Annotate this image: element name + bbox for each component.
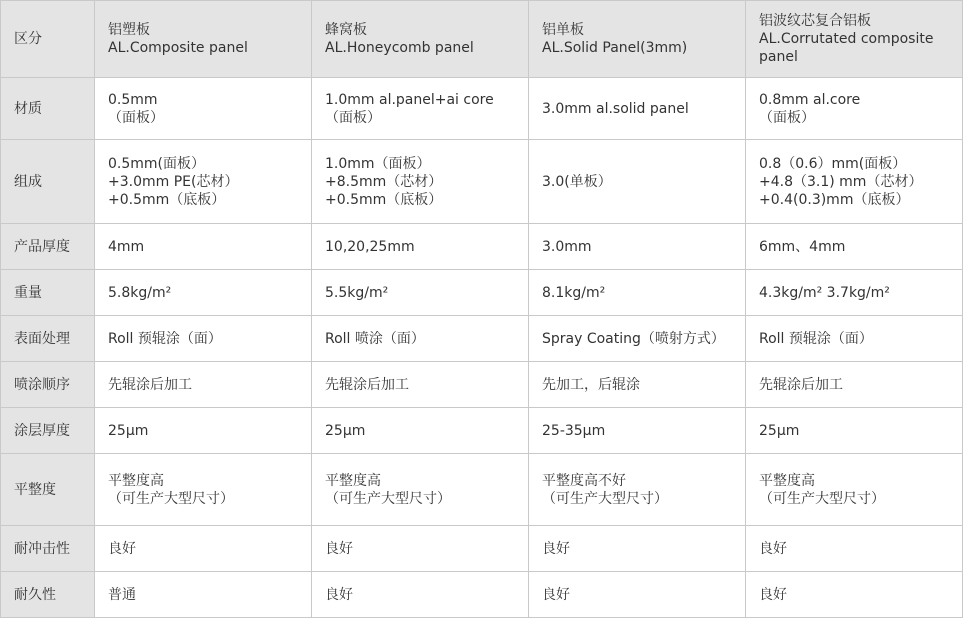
- table-row: [1, 454, 963, 526]
- row-label-coating-order: 喷涂顺序: [1, 362, 95, 408]
- table-cell: 平整度高 （可生产大型尺寸）: [312, 454, 529, 526]
- header-row: [1, 1, 963, 78]
- header-solid-panel: 铝单板 AL.Solid Panel(3mm): [529, 1, 746, 78]
- table-cell: 10,20,25mm: [312, 224, 529, 270]
- row-label-flatness: 平整度: [1, 454, 95, 526]
- table-cell: 平整度高 （可生产大型尺寸）: [746, 454, 963, 526]
- table-cell: 平整度高不好 （可生产大型尺寸）: [529, 454, 746, 526]
- row-label-composition: 组成: [1, 140, 95, 224]
- table-cell: 先加工，后辊涂: [529, 362, 746, 408]
- table-cell: 25μm: [312, 408, 529, 454]
- table-cell: 良好: [746, 572, 963, 618]
- row-label-thickness: 产品厚度: [1, 224, 95, 270]
- table-cell: 3.0(单板）: [529, 140, 746, 224]
- table-cell: 8.1kg/m²: [529, 270, 746, 316]
- table-cell: 良好: [312, 526, 529, 572]
- table-cell: 6mm、4mm: [746, 224, 963, 270]
- table-cell: 3.0mm al.solid panel: [529, 78, 746, 140]
- table-cell: 平整度高 （可生产大型尺寸）: [95, 454, 312, 526]
- table-row: [1, 572, 963, 618]
- header-composite-panel: 铝塑板 AL.Composite panel: [95, 1, 312, 78]
- table-cell: Spray Coating（喷射方式）: [529, 316, 746, 362]
- table-row: [1, 270, 963, 316]
- table-cell: 0.5mm(面板） +3.0mm PE(芯材） +0.5mm（底板）: [95, 140, 312, 224]
- table-cell: 先辊涂后加工: [746, 362, 963, 408]
- table-cell: 25μm: [746, 408, 963, 454]
- table-row: [1, 408, 963, 454]
- header-honeycomb-panel: 蜂窝板 AL.Honeycomb panel: [312, 1, 529, 78]
- table-row: [1, 316, 963, 362]
- table-cell: 0.5mm （面板）: [95, 78, 312, 140]
- table-cell: 4mm: [95, 224, 312, 270]
- table-cell: 良好: [529, 572, 746, 618]
- table-cell: 普通: [95, 572, 312, 618]
- row-label-surface-treatment: 表面处理: [1, 316, 95, 362]
- table-row: [1, 362, 963, 408]
- table-cell: 25-35μm: [529, 408, 746, 454]
- table-cell: 4.3kg/m² 3.7kg/m²: [746, 270, 963, 316]
- table-cell: Roll 预辊涂（面）: [95, 316, 312, 362]
- row-label-weight: 重量: [1, 270, 95, 316]
- table-cell: 5.5kg/m²: [312, 270, 529, 316]
- table-cell: 25μm: [95, 408, 312, 454]
- row-label-material: 材质: [1, 78, 95, 140]
- table-row: [1, 224, 963, 270]
- table-cell: 0.8（0.6）mm(面板） +4.8（3.1) mm（芯材） +0.4(0.3)mm（底板）: [746, 140, 963, 224]
- table-cell: 3.0mm: [529, 224, 746, 270]
- table-cell: 5.8kg/m²: [95, 270, 312, 316]
- table-cell: Roll 喷涂（面）: [312, 316, 529, 362]
- header-corrugated-panel: 铝波纹芯复合铝板 AL.Corrutated composite panel: [746, 1, 963, 78]
- table-cell: 良好: [312, 572, 529, 618]
- table-row: [1, 526, 963, 572]
- table-cell: 先辊涂后加工: [312, 362, 529, 408]
- row-label-coating-thickness: 涂层厚度: [1, 408, 95, 454]
- table-cell: 1.0mm al.panel+ai core （面板）: [312, 78, 529, 140]
- table-row: [1, 78, 963, 140]
- table-cell: 良好: [529, 526, 746, 572]
- table-row: [1, 140, 963, 224]
- table-cell: Roll 预辊涂（面）: [746, 316, 963, 362]
- table-cell: 良好: [95, 526, 312, 572]
- table-cell: 0.8mm al.core （面板）: [746, 78, 963, 140]
- header-category: 区分: [1, 1, 95, 78]
- row-label-impact-resistance: 耐冲击性: [1, 526, 95, 572]
- table-cell: 1.0mm（面板） +8.5mm（芯材） +0.5mm（底板）: [312, 140, 529, 224]
- table-cell: 良好: [746, 526, 963, 572]
- table-cell: 先辊涂后加工: [95, 362, 312, 408]
- row-label-durability: 耐久性: [1, 572, 95, 618]
